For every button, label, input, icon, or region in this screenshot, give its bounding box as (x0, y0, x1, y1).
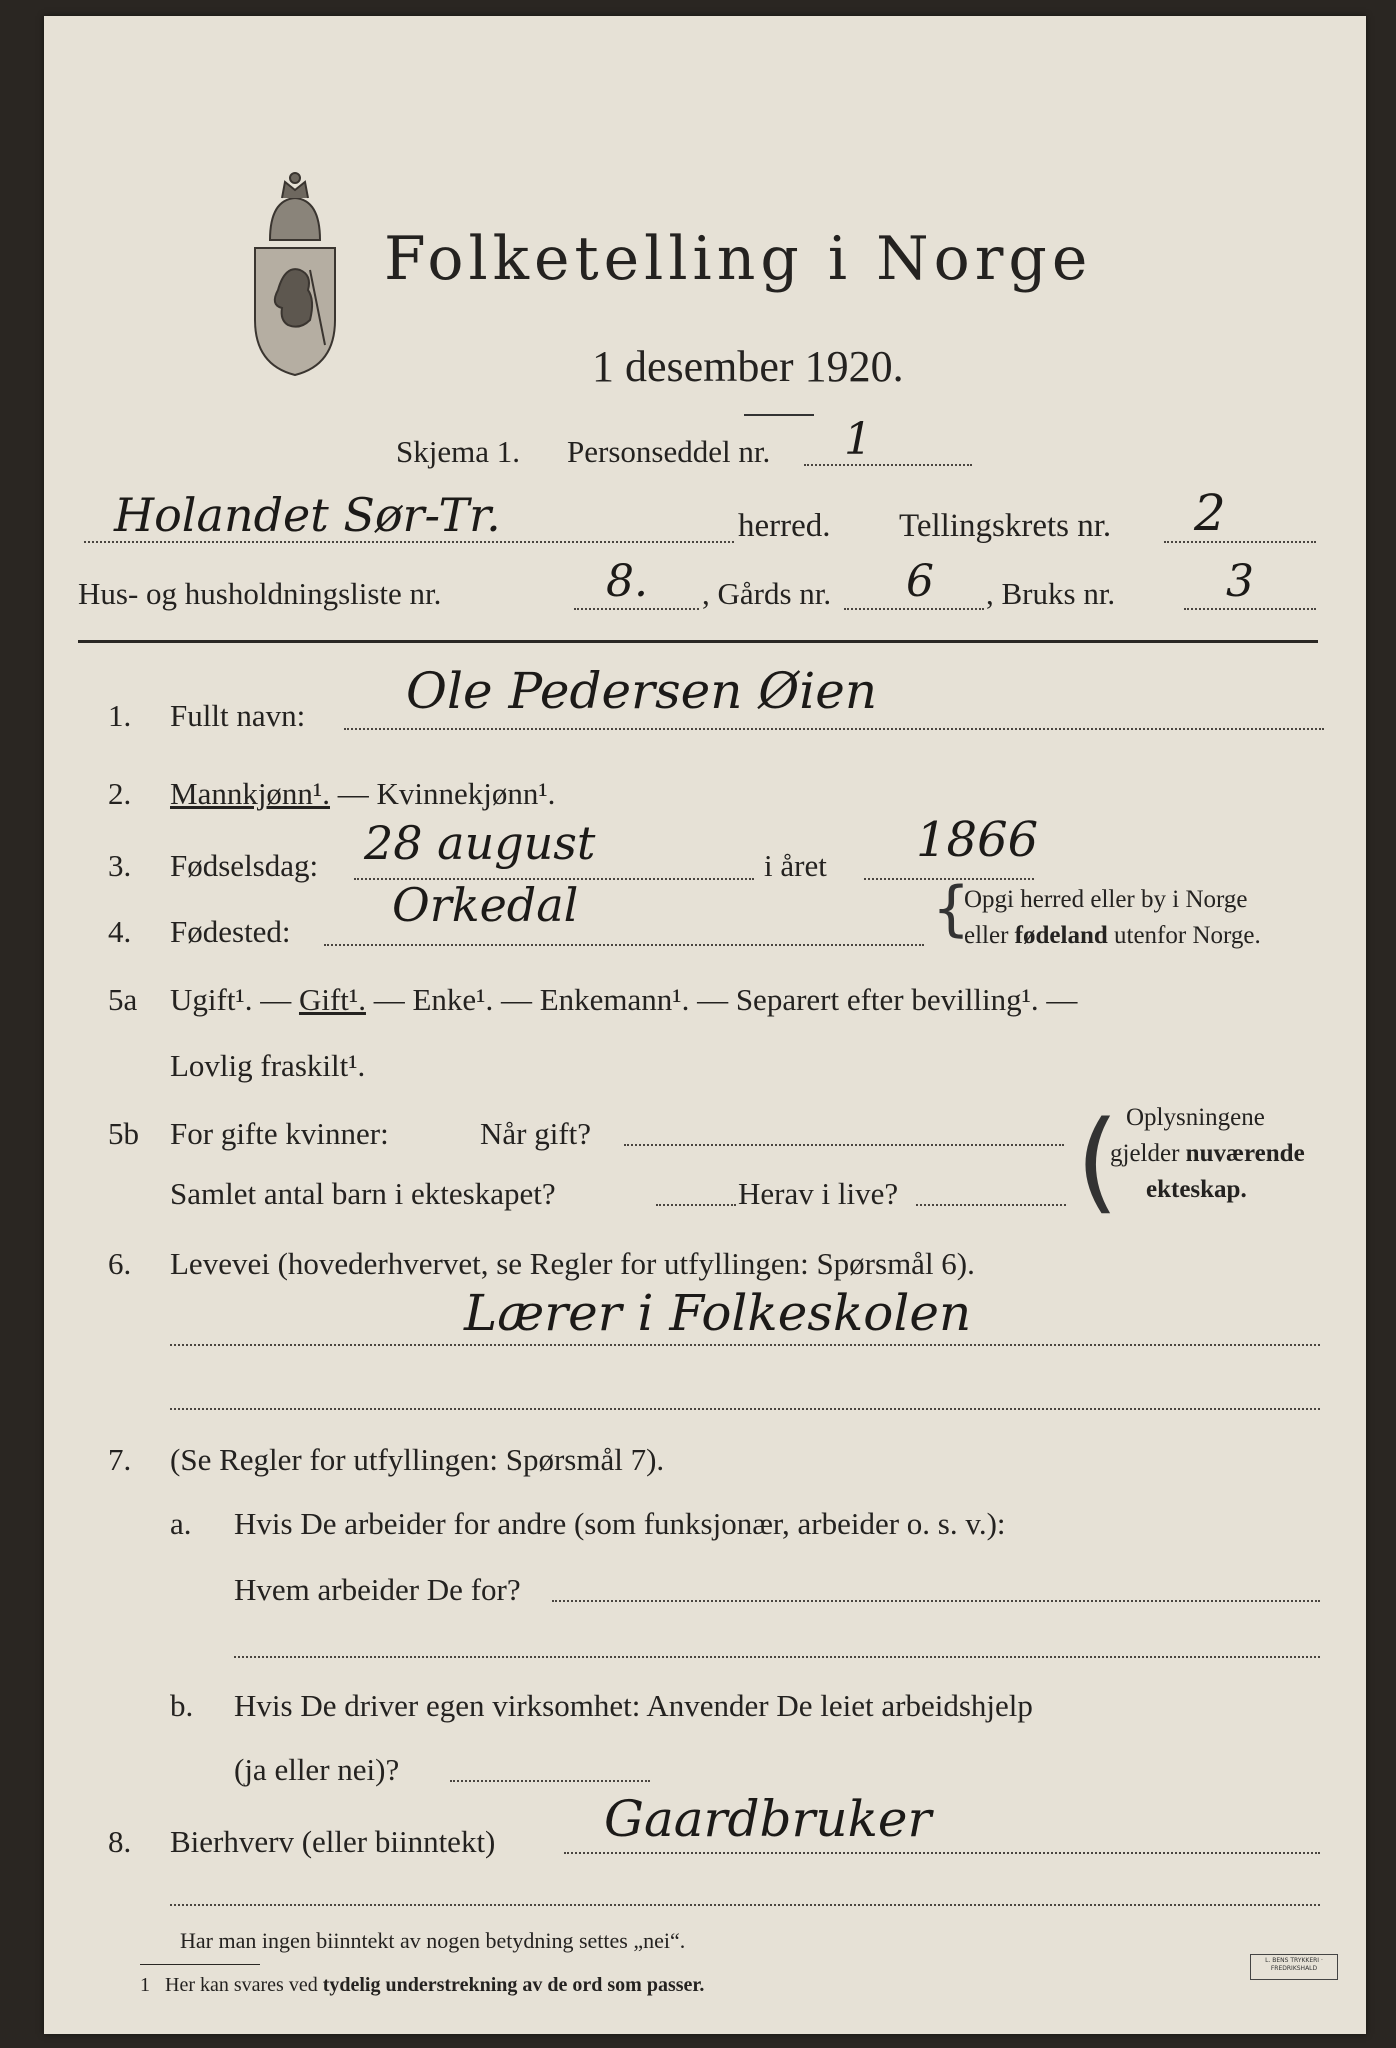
q4-label: Fødested: (170, 914, 291, 949)
q7b-label: (ja eller nei)? (234, 1752, 400, 1787)
q7a-employer-field[interactable] (552, 1600, 1320, 1602)
q5b-label1: For gifte kvinner: (170, 1116, 389, 1151)
q3-label: Fødselsdag: (170, 848, 319, 883)
personseddel-value[interactable]: 1 (844, 414, 872, 465)
q5b-note-line1: Oplysningene (1126, 1104, 1265, 1131)
q7b-letter: b. (170, 1688, 194, 1723)
schema-label: Skjema 1. (396, 434, 520, 469)
herred-label: herred. (738, 508, 831, 544)
q5b-note-line2: gjelder nuværende (1110, 1140, 1305, 1167)
q1-number: 1. (108, 698, 132, 733)
bruks-value[interactable]: 3 (1226, 556, 1254, 607)
q5a-other-options[interactable]: — Enke¹. — Enkemann¹. — Separert efter bevilling¹. — (373, 982, 1078, 1017)
q8-field-line1 (564, 1852, 1320, 1854)
title-divider (744, 414, 814, 416)
tellingskrets-field (1164, 541, 1316, 543)
q7-label: (Se Regler for utfyllingen: Spørsmål 7). (170, 1442, 665, 1477)
q2-separator: — (329, 776, 377, 811)
bruks-label: , Bruks nr. (986, 576, 1116, 611)
q6-field-line2[interactable] (170, 1408, 1320, 1410)
q3-number: 3. (108, 848, 132, 883)
q4-birthplace-field (324, 944, 924, 946)
q5b-number: 5b (108, 1116, 139, 1151)
footnote-rule (140, 1964, 260, 1965)
bruks-field (1184, 608, 1316, 610)
footnote-number: 1 (140, 1974, 150, 1996)
q7a-employer-label: Hvem arbeider De for? (234, 1572, 521, 1607)
q8-side-income-value[interactable]: Gaardbruker (604, 1790, 932, 1848)
herred-field (84, 541, 734, 543)
q5b-children-label: Samlet antal barn i ekteskapet? (170, 1176, 556, 1211)
q7a-line1: Hvis De arbeider for andre (som funksjonær, arbeider o. s. v.): (234, 1506, 1006, 1541)
q6-field-line1 (170, 1344, 1320, 1346)
q6-label: Levevei (hovederhvervet, se Regler for utfyllingen: Spørsmål 6). (170, 1246, 975, 1281)
q4-note-line1: Opgi herred eller by i Norge (964, 886, 1248, 913)
census-date: 1 desember 1920. (592, 342, 904, 391)
footnote: 1 Her kan svares ved tydelig understrekning av de ord som passer. (140, 1974, 705, 1996)
q5b-married-when-label: Når gift? (480, 1116, 592, 1151)
q5b-alive-field[interactable] (916, 1204, 1066, 1206)
q5a-fraskilt-option[interactable]: Lovlig fraskilt¹. (170, 1048, 366, 1083)
q3-year-label: i året (764, 848, 827, 883)
q5b-married-when-field[interactable] (624, 1144, 1064, 1146)
q6-number: 6. (108, 1246, 132, 1281)
personseddel-field (804, 464, 972, 466)
tellingskrets-label: Tellingskrets nr. (899, 508, 1112, 544)
q3-birthday-value[interactable]: 28 august (364, 816, 596, 870)
hus-label: Hus- og husholdningsliste nr. (78, 576, 442, 611)
q2-kvinne-option[interactable]: Kvinnekjønn¹. (376, 776, 556, 811)
tellingskrets-value[interactable]: 2 (1194, 484, 1226, 542)
q2-options (170, 776, 555, 812)
q5a-options (170, 982, 1077, 1018)
q1-field (344, 728, 1324, 730)
q8-field-line2[interactable] (170, 1904, 1320, 1906)
q2-number: 2. (108, 776, 132, 811)
hus-field (574, 608, 699, 610)
q1-label: Fullt navn: (170, 698, 306, 733)
q7a-letter: a. (170, 1506, 192, 1541)
gaards-label: , Gårds nr. (702, 576, 832, 611)
q3-year-value[interactable]: 1866 (916, 812, 1039, 868)
coat-of-arms-icon (240, 170, 350, 380)
q4-birthplace-value[interactable]: Orkedal (392, 878, 579, 932)
herred-value[interactable]: Holandet Sør-Tr. (114, 488, 501, 542)
gaards-field (844, 608, 984, 610)
form-title: Folketelling i Norge (384, 224, 1093, 294)
personseddel-label: Personseddel nr. (567, 434, 771, 469)
hus-value[interactable]: 8. (606, 556, 648, 607)
q5b-note-line3: ekteskap. (1146, 1176, 1247, 1203)
q4-note-line2: eller fødeland utenfor Norge. (964, 922, 1261, 949)
q4-number: 4. (108, 914, 132, 949)
q7b-field[interactable] (450, 1780, 650, 1782)
q8-number: 8. (108, 1824, 132, 1859)
q5b-brace: ( (1076, 1097, 1119, 1225)
q7-number: 7. (108, 1442, 132, 1477)
census-form (44, 16, 1366, 2034)
q8-label: Bierhverv (eller biinntekt) (170, 1824, 496, 1859)
footer-note: Har man ingen biinntekt av nogen betydning settes „nei“. (180, 1928, 686, 1953)
q5a-ugift-option[interactable]: Ugift¹. — (170, 982, 292, 1017)
q7a-employer-field-2[interactable] (234, 1656, 1320, 1658)
q7b-line1: Hvis De driver egen virksomhet: Anvender De leiet arbeidshjelp (234, 1688, 1033, 1723)
q5b-children-field[interactable] (656, 1204, 736, 1206)
header-rule (78, 640, 1318, 643)
printer-stamp: L. BENS TRYKKERI · FREDRIKSHALD (1250, 1954, 1338, 1980)
q1-full-name[interactable]: Ole Pedersen Øien (406, 662, 878, 720)
q2-mann-option[interactable]: Mannkjønn¹. (170, 776, 330, 811)
q5b-alive-label: Herav i live? (738, 1176, 899, 1211)
q4-brace: { (932, 874, 971, 944)
q5a-gift-option[interactable]: Gift¹. (298, 982, 366, 1017)
q6-occupation-value[interactable]: Lærer i Folkeskolen (464, 1284, 972, 1342)
gaards-value[interactable]: 6 (906, 556, 934, 607)
q5a-number: 5a (108, 982, 138, 1017)
